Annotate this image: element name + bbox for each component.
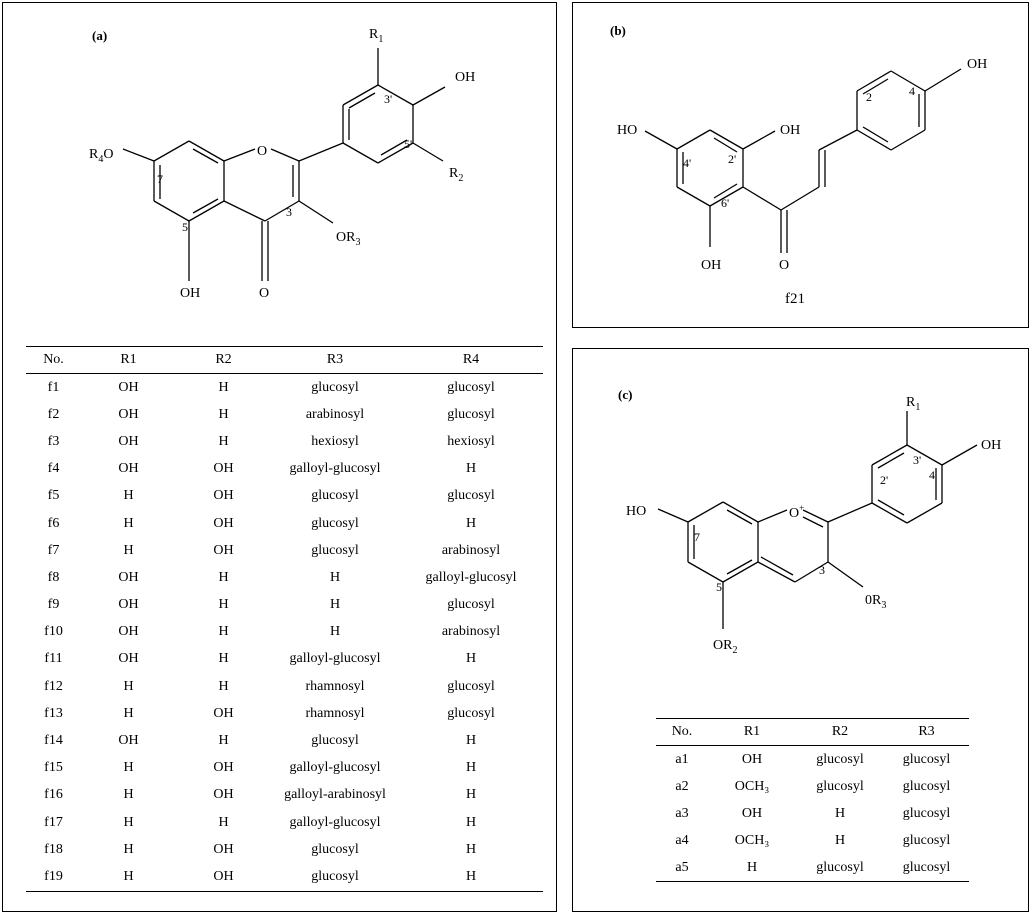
locant-7: 7 bbox=[157, 172, 163, 186]
table-cell: H bbox=[746, 859, 758, 875]
table-cell: H bbox=[465, 651, 477, 667]
table-a bbox=[26, 346, 543, 892]
table-cell: f11 bbox=[44, 651, 63, 667]
table-cell: glucosyl bbox=[311, 379, 359, 395]
header-cell: R1 bbox=[81, 347, 176, 374]
table-cell: H bbox=[123, 705, 134, 721]
table-cell: OH bbox=[118, 733, 139, 749]
table-row bbox=[656, 800, 969, 827]
table-cell: H bbox=[218, 433, 229, 449]
table-cell: OH bbox=[213, 488, 234, 504]
table-cell: H bbox=[218, 597, 229, 613]
header-cell: R3 bbox=[271, 347, 399, 374]
table-cell: OH bbox=[213, 760, 234, 776]
header-cell: R1 bbox=[708, 719, 796, 746]
header-cell: R2 bbox=[176, 347, 271, 374]
table-cell: H bbox=[218, 379, 229, 395]
table-cell: a1 bbox=[675, 751, 689, 767]
table-cell: f1 bbox=[47, 379, 60, 395]
header-cell: No. bbox=[26, 347, 81, 374]
table-cell: OH bbox=[118, 406, 139, 422]
or3-label: $OR_3$ bbox=[336, 230, 361, 248]
locant-5prime: 5' bbox=[404, 137, 413, 151]
table-cell: glucosyl bbox=[311, 868, 359, 884]
table-cell: glucosyl bbox=[447, 406, 495, 422]
header-cell: R2 bbox=[796, 719, 884, 746]
table-cell: H bbox=[218, 406, 229, 422]
table-cell: H bbox=[123, 868, 134, 884]
r2-label: $R_2$ bbox=[449, 166, 464, 184]
panel-c bbox=[572, 348, 1029, 912]
table-cell: H bbox=[218, 624, 229, 640]
table-cell: H bbox=[218, 651, 229, 667]
panel-a bbox=[2, 2, 557, 912]
table-cell: OH bbox=[118, 461, 139, 477]
locant-3prime: 3' bbox=[384, 92, 393, 106]
panel-b-label: (b) bbox=[610, 23, 626, 38]
table-cell: OH bbox=[118, 569, 139, 585]
table-cell: f16 bbox=[44, 787, 63, 803]
table-row bbox=[26, 782, 543, 809]
table-cell: H bbox=[123, 515, 134, 531]
table-cell: arabinosyl bbox=[305, 406, 365, 422]
table-cell: glucosyl bbox=[447, 488, 495, 504]
oh-4prime-label: OH bbox=[981, 438, 1002, 453]
table-cell: glucosyl bbox=[902, 859, 951, 875]
table-cell: H bbox=[123, 760, 134, 776]
table-cell: OH bbox=[213, 542, 234, 558]
ho-7-label: HO bbox=[626, 504, 647, 519]
table-row bbox=[26, 619, 543, 646]
table-cell: glucosyl bbox=[311, 733, 359, 749]
table-cell: f19 bbox=[44, 868, 63, 884]
or3-label: $0R_3$ bbox=[865, 593, 887, 611]
table-cell: rhamnosyl bbox=[305, 705, 365, 721]
table-cell: glucosyl bbox=[902, 778, 951, 794]
table-cell: hexiosyl bbox=[447, 433, 495, 449]
table-row bbox=[656, 746, 969, 774]
locant-3prime: 3' bbox=[913, 453, 922, 467]
table-cell: H bbox=[465, 814, 477, 830]
locant-4prime: 4' bbox=[683, 156, 692, 170]
table-c bbox=[656, 718, 969, 882]
table-cell: glucosyl bbox=[311, 515, 359, 531]
table-cell: glucosyl bbox=[816, 859, 864, 875]
table-a-header bbox=[26, 347, 543, 374]
table-cell: f15 bbox=[44, 760, 63, 776]
table-cell: f7 bbox=[47, 542, 60, 558]
table-row bbox=[26, 592, 543, 619]
table-cell: glucosyl bbox=[447, 597, 495, 613]
table-row bbox=[26, 673, 543, 700]
table-cell: OH bbox=[213, 515, 234, 531]
table-cell: galloyl-arabinosyl bbox=[284, 787, 386, 803]
locant-2prime: 2' bbox=[880, 473, 889, 487]
table-cell: OH bbox=[741, 805, 763, 821]
locant-3: 3 bbox=[819, 563, 825, 577]
table-cell: OH bbox=[213, 841, 234, 857]
table-cell: H bbox=[218, 569, 229, 585]
table-row bbox=[26, 755, 543, 782]
table-cell: a4 bbox=[675, 832, 689, 848]
table-c-header bbox=[656, 719, 969, 746]
compound-caption: f21 bbox=[785, 291, 805, 307]
table-cell: OH bbox=[213, 461, 234, 477]
table-cell: galloyl-glucosyl bbox=[289, 461, 381, 477]
table-cell: a3 bbox=[675, 805, 689, 821]
table-cell: OH bbox=[118, 433, 139, 449]
table-cell: glucosyl bbox=[902, 751, 951, 767]
table-cell: H bbox=[834, 832, 846, 848]
table-cell: f12 bbox=[44, 678, 63, 694]
locant-6prime: 6' bbox=[721, 196, 730, 210]
table-cell: glucosyl bbox=[447, 379, 495, 395]
table-cell: OH bbox=[213, 868, 234, 884]
panel-b bbox=[572, 2, 1029, 328]
table-cell: H bbox=[465, 733, 477, 749]
table-cell: galloyl-glucosyl bbox=[289, 814, 381, 830]
table-row bbox=[656, 773, 969, 800]
table-cell: glucosyl bbox=[816, 751, 864, 767]
table-cell: f3 bbox=[47, 433, 60, 449]
table-cell: f2 bbox=[47, 406, 60, 422]
table-row bbox=[26, 646, 543, 673]
oh-6prime-label: OH bbox=[701, 258, 722, 273]
table-row bbox=[26, 727, 543, 754]
table-cell: OH bbox=[118, 379, 139, 395]
table-row bbox=[26, 537, 543, 564]
table-cell: arabinosyl bbox=[441, 624, 501, 640]
table-cell: glucosyl bbox=[311, 542, 359, 558]
table-cell: galloyl-glucosyl bbox=[289, 760, 381, 776]
table-cell: OH bbox=[741, 751, 763, 767]
table-cell: galloyl-glucosyl bbox=[425, 569, 517, 585]
table-row bbox=[26, 428, 543, 455]
table-cell: glucosyl bbox=[447, 678, 495, 694]
table-cell: H bbox=[123, 488, 134, 504]
table-row bbox=[26, 863, 543, 891]
oh-5-label: OH bbox=[180, 286, 201, 301]
carbonyl-oxygen-label: O bbox=[259, 286, 270, 301]
table-cell: OH bbox=[213, 705, 234, 721]
carbonyl-oxygen-label: O bbox=[779, 258, 790, 273]
locant-2prime: 2' bbox=[728, 152, 737, 166]
table-row bbox=[26, 374, 543, 402]
panel-c-label: (c) bbox=[618, 387, 633, 402]
table-cell: OH bbox=[118, 624, 139, 640]
header-cell: No. bbox=[656, 719, 708, 746]
oh-4-label: OH bbox=[967, 57, 988, 72]
header-cell: R3 bbox=[884, 719, 969, 746]
locant-4prime: 4' bbox=[929, 468, 938, 482]
header-cell: R4 bbox=[399, 347, 543, 374]
table-cell: H bbox=[123, 814, 134, 830]
table-cell: H bbox=[123, 841, 134, 857]
anthocyanidin-structure bbox=[573, 349, 1030, 709]
table-cell: H bbox=[329, 624, 341, 640]
table-cell: f5 bbox=[47, 488, 60, 504]
oh-4prime-label: OH bbox=[455, 70, 476, 85]
table-row bbox=[26, 401, 543, 428]
table-cell: f18 bbox=[44, 841, 63, 857]
table-cell: OH bbox=[118, 597, 139, 613]
table-cell: H bbox=[218, 814, 229, 830]
table-cell: H bbox=[834, 805, 846, 821]
panel-a-label: (a) bbox=[92, 28, 108, 43]
table-cell: glucosyl bbox=[816, 778, 864, 794]
table-row bbox=[656, 827, 969, 854]
table-cell: glucosyl bbox=[902, 832, 951, 848]
table-cell: glucosyl bbox=[902, 805, 951, 821]
table-cell: H bbox=[123, 787, 134, 803]
table-cell: OH bbox=[213, 787, 234, 803]
locant-5: 5 bbox=[716, 580, 722, 594]
table-row bbox=[26, 809, 543, 836]
table-cell: f14 bbox=[44, 733, 63, 749]
ring-oxygen-label: O bbox=[257, 144, 268, 159]
table-cell: OCH₃ bbox=[734, 832, 770, 848]
table-row bbox=[656, 854, 969, 882]
table-cell: a5 bbox=[675, 859, 689, 875]
table-cell: H bbox=[465, 760, 477, 776]
table-cell: H bbox=[218, 733, 229, 749]
r1-label: $R_1$ bbox=[906, 395, 921, 413]
table-row bbox=[26, 700, 543, 727]
table-cell: galloyl-glucosyl bbox=[289, 651, 381, 667]
table-cell: OCH₃ bbox=[734, 778, 770, 794]
table-cell: H bbox=[465, 515, 477, 531]
ho-4prime-label: HO bbox=[617, 123, 638, 138]
or2-label: $OR_2$ bbox=[713, 638, 738, 656]
oh-2prime-label: OH bbox=[780, 123, 801, 138]
table-cell: hexiosyl bbox=[311, 433, 359, 449]
table-cell: OH bbox=[118, 651, 139, 667]
table-cell: f6 bbox=[47, 515, 60, 531]
locant-7: 7 bbox=[694, 530, 700, 544]
table-cell: H bbox=[218, 678, 229, 694]
table-cell: a2 bbox=[675, 778, 689, 794]
table-row bbox=[26, 836, 543, 863]
flavonol-structure bbox=[3, 3, 558, 333]
table-cell: f9 bbox=[47, 597, 60, 613]
table-cell: H bbox=[329, 597, 341, 613]
table-cell: f8 bbox=[47, 569, 60, 585]
table-cell: H bbox=[465, 841, 477, 857]
locant-3: 3 bbox=[286, 205, 292, 219]
table-cell: glucosyl bbox=[311, 841, 359, 857]
table-cell: H bbox=[465, 868, 477, 884]
chalcone-structure bbox=[573, 3, 1030, 329]
table-cell: H bbox=[123, 542, 134, 558]
table-row bbox=[26, 510, 543, 537]
table-cell: H bbox=[465, 461, 477, 477]
r1-label: $R_1$ bbox=[369, 27, 384, 45]
locant-5: 5 bbox=[182, 220, 188, 234]
table-cell: glucosyl bbox=[311, 488, 359, 504]
table-cell: H bbox=[329, 569, 341, 585]
table-row bbox=[26, 483, 543, 510]
table-cell: f4 bbox=[47, 461, 60, 477]
table-cell: f10 bbox=[44, 624, 63, 640]
table-row bbox=[26, 564, 543, 591]
table-cell: H bbox=[465, 787, 477, 803]
table-cell: rhamnosyl bbox=[305, 678, 365, 694]
locant-4: 4 bbox=[909, 84, 915, 98]
table-cell: arabinosyl bbox=[441, 542, 501, 558]
locant-2: 2 bbox=[866, 90, 872, 104]
r4o-label: $R_4O$ bbox=[89, 147, 114, 165]
table-cell: f17 bbox=[44, 814, 63, 830]
table-row bbox=[26, 456, 543, 483]
ring-oxygen-label: O+ bbox=[789, 503, 805, 521]
table-cell: H bbox=[123, 678, 134, 694]
table-cell: f13 bbox=[44, 705, 63, 721]
table-cell: glucosyl bbox=[447, 705, 495, 721]
